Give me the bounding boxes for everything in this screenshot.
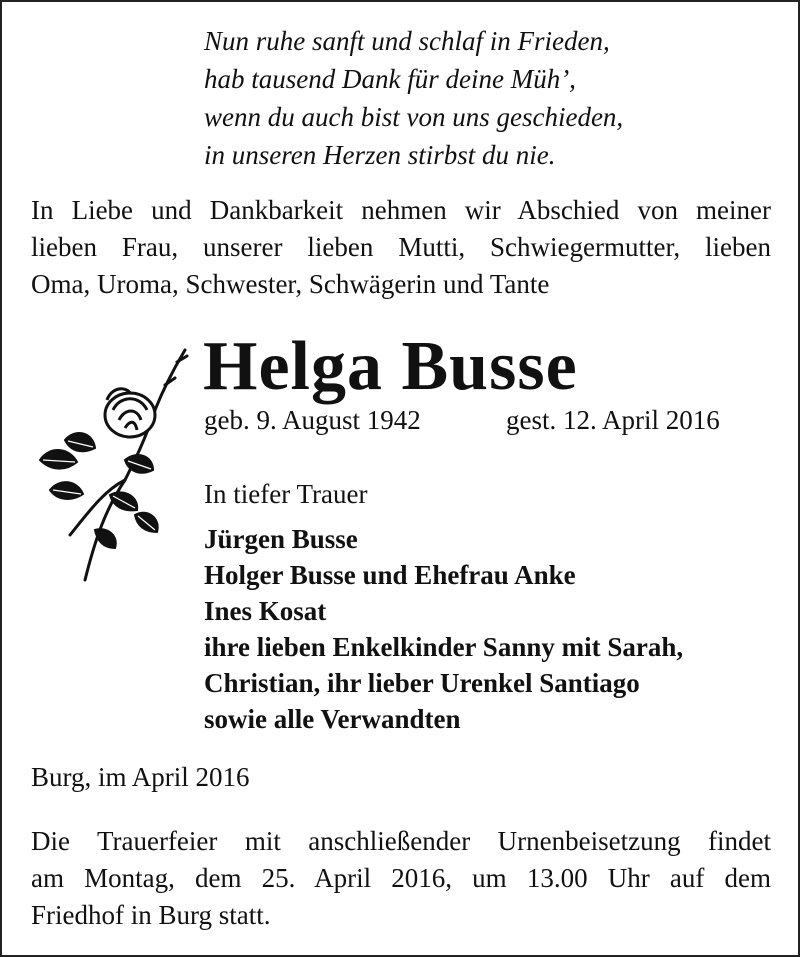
mourners-list	[204, 521, 683, 737]
death-date: gest. 12. April 2016	[506, 405, 720, 435]
poem	[204, 22, 623, 174]
intro-text	[31, 192, 771, 303]
place-date: Burg, im April 2016	[31, 762, 250, 792]
mourner: ihre lieben Enkelkinder Sanny mit Sarah,	[204, 632, 684, 662]
intro-line: lieben Frau, unserer lieben Mutti, Schwiegermutter, lieben	[31, 232, 771, 262]
mourning-label: In tiefer Trauer	[204, 479, 368, 509]
intro-line: Oma, Uroma, Schwester, Schwägerin und Tante	[31, 269, 550, 299]
birth-date: geb. 9. August 1942	[204, 405, 421, 435]
mourner: Christian, ihr lieber Urenkel Santiago	[204, 668, 640, 698]
funeral-line: am Montag, dem 25. April 2016, um 13.00 Uhr auf dem	[31, 863, 771, 893]
poem-line: hab tausend Dank für deine Müh’,	[204, 64, 576, 94]
funeral-info	[31, 823, 771, 934]
rose-icon	[35, 340, 195, 585]
poem-line: wenn du auch bist von uns geschieden,	[204, 102, 624, 132]
mourner: Ines Kosat	[204, 596, 327, 626]
funeral-line: Friedhof in Burg statt.	[31, 900, 271, 930]
mourner: Holger Busse und Ehefrau Anke	[204, 560, 576, 590]
poem-line: in unseren Herzen stirbst du nie.	[204, 140, 556, 170]
mourner: sowie alle Verwandten	[204, 704, 461, 734]
mourner: Jürgen Busse	[204, 524, 358, 554]
funeral-line: Die Trauerfeier mit anschließender Urnenbeisetzung findet	[31, 826, 771, 856]
poem-line: Nun ruhe sanft und schlaf in Frieden,	[204, 26, 610, 56]
deceased-name: Helga Busse	[203, 328, 578, 405]
intro-line: In Liebe und Dankbarkeit nehmen wir Abschied von meiner	[31, 195, 771, 225]
